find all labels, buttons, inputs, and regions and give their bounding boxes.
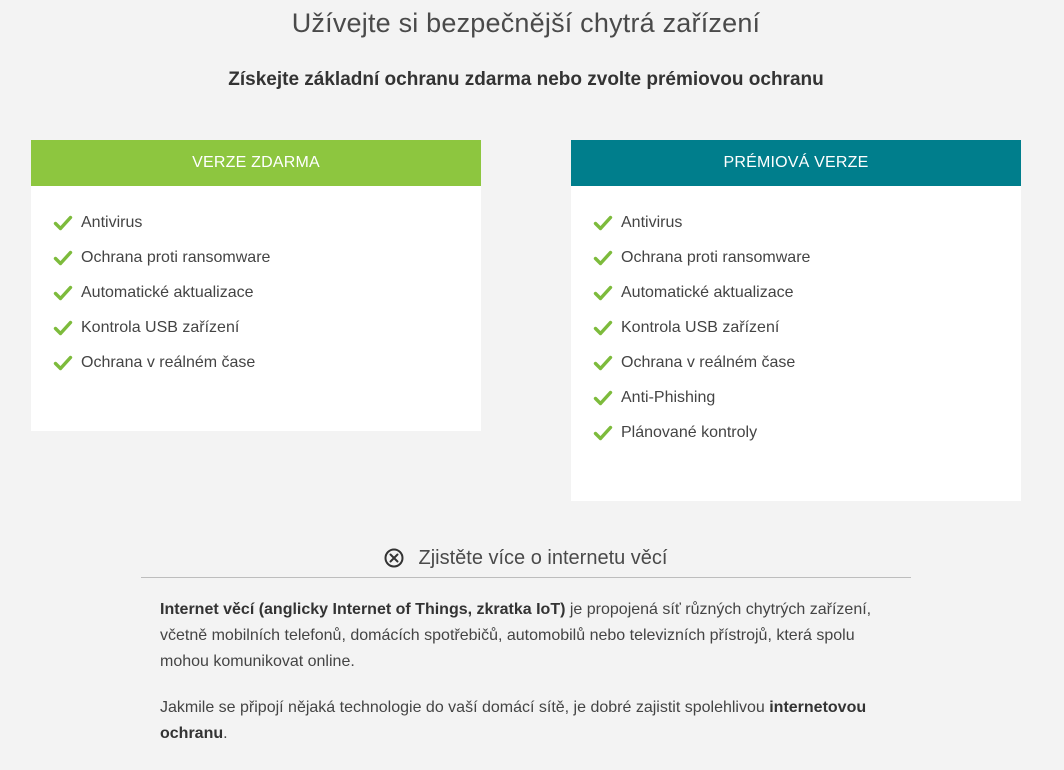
- feature-label: Anti-Phishing: [621, 389, 716, 406]
- check-icon: [53, 248, 73, 268]
- premium-plan-card: [571, 140, 1021, 501]
- feature-item: [593, 353, 1021, 388]
- check-icon: [53, 213, 73, 233]
- iot-toggle-label[interactable]: Zjistěte více o internetu věcí: [418, 547, 668, 569]
- feature-label: Ochrana proti ransomware: [621, 249, 811, 266]
- page-title: Užívejte si bezpečnější chytrá zařízení: [291, 8, 761, 38]
- feature-label: Automatické aktualizace: [81, 284, 254, 301]
- premium-plan-header: PRÉMIOVÁ VERZE: [571, 140, 1021, 186]
- check-icon: [53, 353, 73, 373]
- iot-advice-end: .: [223, 725, 228, 742]
- check-icon: [593, 388, 613, 408]
- iot-info: [160, 597, 900, 767]
- feature-label: Kontrola USB zařízení: [621, 319, 780, 336]
- feature-item: [593, 318, 1021, 353]
- check-icon: [53, 283, 73, 303]
- check-icon: [593, 423, 613, 443]
- feature-label: Antivirus: [81, 214, 143, 231]
- check-icon: [593, 318, 613, 338]
- feature-label: Automatické aktualizace: [621, 284, 794, 301]
- feature-label: Kontrola USB zařízení: [81, 319, 240, 336]
- feature-item: [53, 213, 481, 248]
- feature-label: Ochrana v reálném čase: [621, 354, 796, 371]
- feature-label: Plánované kontroly: [621, 424, 758, 441]
- free-plan-header: VERZE ZDARMA: [31, 140, 481, 186]
- feature-item: [593, 213, 1021, 248]
- feature-label: Ochrana v reálném čase: [81, 354, 256, 371]
- iot-definition-bold: Internet věcí (anglicky Internet of Things, zkratka IoT): [160, 601, 566, 618]
- iot-advice-text: Jakmile se připojí nějaká technologie do vaší domácí sítě, je dobré zajistit spolehlivou: [160, 699, 770, 716]
- check-icon: [53, 318, 73, 338]
- iot-paragraph-1: [160, 597, 900, 675]
- check-icon: [593, 283, 613, 303]
- feature-item: [593, 248, 1021, 283]
- check-icon: [593, 353, 613, 373]
- feature-label: Antivirus: [621, 214, 683, 231]
- iot-paragraph-2: [160, 695, 900, 747]
- check-icon: [593, 248, 613, 268]
- free-feature-list: [31, 186, 481, 388]
- iot-advice-bold: internetovou ochranu: [160, 699, 867, 742]
- iot-definition-text: je propojená síť různých chytrých zařízení, včetně mobilních telefonů, domácích spotřebičů, automobilů nebo televizních přístrojů, která spolu mohou komunikovat online.: [160, 601, 872, 670]
- check-icon: [593, 213, 613, 233]
- page-subtitle: Získejte základní ochranu zdarma nebo zvolte prémiovou ochranu: [228, 69, 824, 90]
- feature-item: [53, 248, 481, 283]
- feature-item: [593, 423, 1021, 458]
- feature-item: [53, 283, 481, 318]
- feature-item: [53, 353, 481, 388]
- premium-feature-list: [571, 186, 1021, 458]
- feature-item: [593, 388, 1021, 423]
- feature-item: [593, 283, 1021, 318]
- feature-item: [53, 318, 481, 353]
- iot-toggle[interactable]: [141, 545, 911, 578]
- free-plan-card: [31, 140, 481, 431]
- close-circle-icon[interactable]: [384, 548, 404, 568]
- feature-label: Ochrana proti ransomware: [81, 249, 271, 266]
